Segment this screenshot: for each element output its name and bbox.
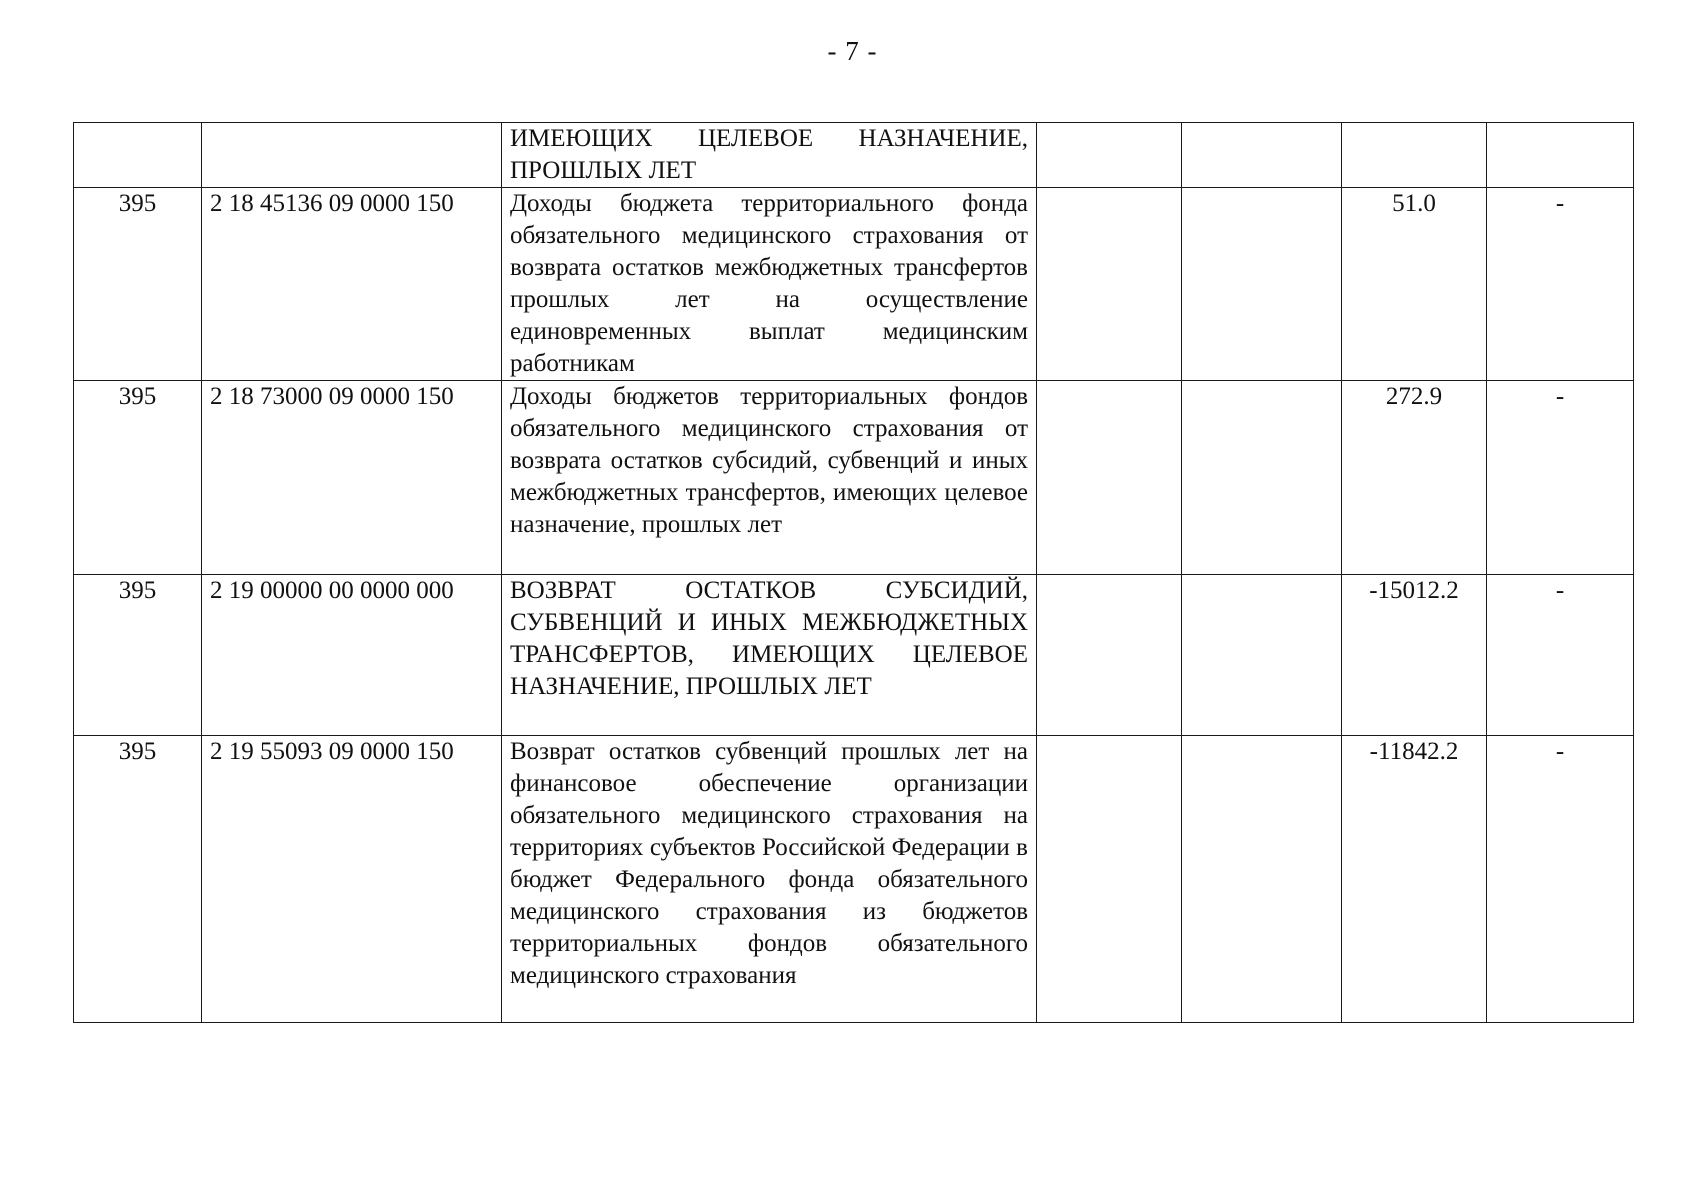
empty-cell [1037,381,1182,575]
description-text: Доходы бюджетов территориальных фондов обязательного медицинского страхования от возврата остатков субсидий, субвенций и иных межбюджетных трансфертов, имеющих целевое назначение, прошлых лет [510,383,1028,538]
description-text: ВОЗВРАТ ОСТАТКОВ СУБСИДИЙ, СУБВЕНЦИЙ И ИНЫХ МЕЖБЮДЖЕТНЫХ ТРАНСФЕРТОВ, ИМЕЮЩИХ ЦЕЛЕВОЕ НАЗНАЧЕНИЕ, ПРОШЛЫХ ЛЕТ [510,577,1028,700]
dash-cell: - [1487,381,1634,575]
dash-cell: - [1487,736,1634,1023]
table-row [74,123,1634,188]
dash-cell: - [1487,575,1634,736]
empty-cell [1037,736,1182,1023]
amount-cell: -15012.2 [1342,575,1487,736]
budget-code-cell: 2 19 55093 09 0000 150 [202,736,502,1023]
description-text: Доходы бюджета территориального фонда обязательного медицинского страхования от возврата остатков межбюджетных трансфертов прошлых лет на осуществление единовременных выплат медицинским работникам [510,190,1028,377]
empty-cell [1182,381,1342,575]
amount-cell: -11842.2 [1342,736,1487,1023]
admin-code-cell: 395 [74,575,202,736]
table-row [74,736,1634,1023]
description-text: Возврат остатков субвенций прошлых лет на финансовое обеспечение организации обязательного медицинского страхования на территориях субъектов Российской Федерации в бюджет Федерального фонда обязательного медицинского страхования из бюджетов территориальных фондов обязательного медицинского страхования [510,738,1028,989]
amount-cell: 272.9 [1342,381,1487,575]
amount-cell [1342,123,1487,188]
admin-code-cell: 395 [74,381,202,575]
table-row [74,575,1634,736]
budget-code-cell [202,123,502,188]
empty-cell [1182,575,1342,736]
page-number: - 7 - [827,36,878,66]
dash-cell: - [1487,188,1634,381]
admin-code-cell: 395 [74,188,202,381]
amount-cell: 51.0 [1342,188,1487,381]
dash-cell [1487,123,1634,188]
budget-table [73,122,1634,1023]
empty-cell [1182,188,1342,381]
table-row [74,381,1634,575]
budget-code-cell: 2 18 73000 09 0000 150 [202,381,502,575]
description-cell [502,381,1037,575]
empty-cell [1037,123,1182,188]
table-row [74,188,1634,381]
description-cell [502,736,1037,1023]
description-cell [502,123,1037,188]
empty-cell [1182,736,1342,1023]
empty-cell [1182,123,1342,188]
empty-cell [1037,575,1182,736]
description-text: ИМЕЮЩИХ ЦЕЛЕВОЕ НАЗНАЧЕНИЕ, ПРОШЛЫХ ЛЕТ [510,125,1028,184]
description-cell [502,575,1037,736]
description-cell [502,188,1037,381]
admin-code-cell [74,123,202,188]
budget-code-cell: 2 19 00000 00 0000 000 [202,575,502,736]
budget-code-cell: 2 18 45136 09 0000 150 [202,188,502,381]
admin-code-cell: 395 [74,736,202,1023]
empty-cell [1037,188,1182,381]
